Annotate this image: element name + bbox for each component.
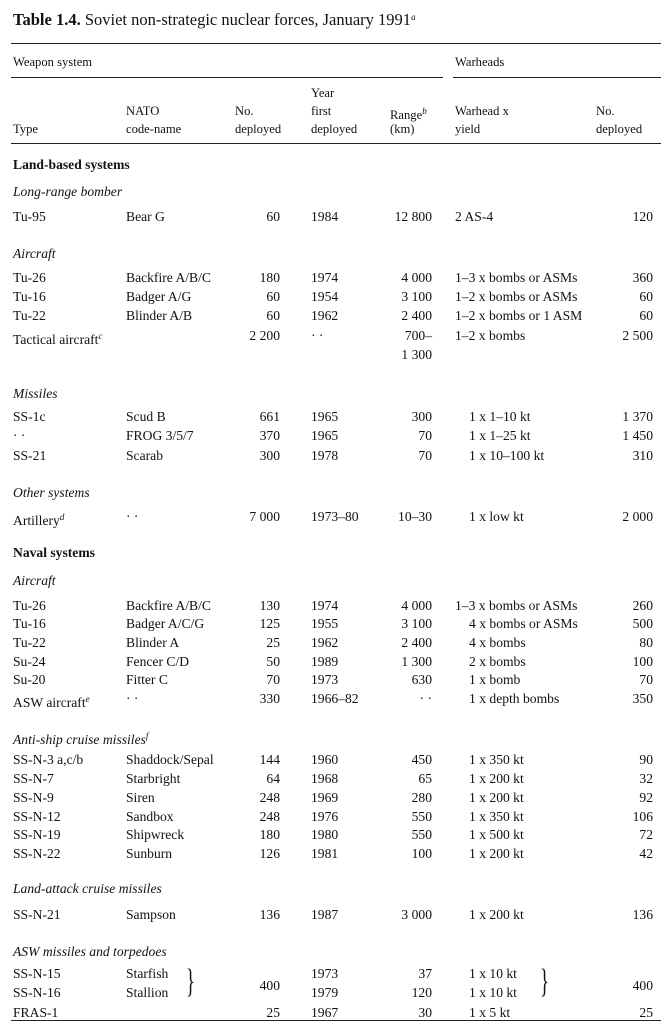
subsection-long-range-bomber: Long-range bomber [13, 184, 123, 199]
cell-type: SS-N-16 [13, 985, 61, 1000]
cell-warhead: 1–2 x bombs or 1 ASM [455, 308, 583, 323]
asw-combined-warheads: 400 [632, 978, 653, 993]
cell-type: Tactical aircraft$^c$ [13, 331, 103, 347]
cell-range: 3 100 [401, 616, 432, 631]
cell-deployed: 248 [259, 809, 280, 824]
cell-range-continued: 1 300 [401, 347, 432, 362]
cell-warhead: 4 x bombs [469, 635, 526, 650]
cell-year: 1954 [311, 289, 339, 304]
cell-range: 10–30 [398, 509, 432, 524]
cell-year: 1973 [311, 672, 339, 687]
brace-right: } [540, 963, 549, 1000]
cell-year: 1968 [311, 771, 339, 786]
cell-type: Tu-16 [13, 616, 46, 631]
cell-year: 1955 [311, 616, 339, 631]
cell-range: 120 [411, 985, 432, 1000]
cell-year: 1987 [311, 907, 339, 922]
cell-warhead: 1 x 200 kt [469, 771, 524, 786]
cell-range: 2 400 [401, 308, 432, 323]
footnote-marker: c [98, 331, 103, 341]
cell-nato-name: FROG 3/5/7 [126, 428, 194, 443]
cell-range: 3 000 [401, 907, 432, 922]
col-header-nato-1: NATO [126, 104, 160, 118]
cell-nato-name: Scud B [126, 409, 166, 424]
cell-nato-name: Sandbox [126, 809, 174, 824]
cell-year: 1979 [311, 985, 339, 1000]
cell-year: 1974 [311, 270, 339, 285]
cell-nato-name: Shaddock/Sepal [126, 752, 214, 767]
cell-type: SS-N-7 [13, 771, 54, 786]
warheads-rule [453, 77, 661, 78]
cell-year: 1965 [311, 409, 339, 424]
section-naval: Naval systems [13, 545, 95, 560]
cell-range: 4 000 [401, 270, 432, 285]
subsection-anti-ship: Anti-ship cruise missiles$^f$ [13, 731, 149, 747]
cell-year: 1969 [311, 790, 339, 805]
cell-year: 1978 [311, 448, 339, 463]
cell-type: SS-21 [13, 448, 47, 463]
cell-warheads-deployed: 60 [639, 289, 653, 304]
col-header-no-2: deployed [235, 122, 282, 136]
cell-nato-name: Bear G [126, 209, 165, 224]
cell-range: 550 [411, 809, 432, 824]
cell-warhead: 1 x 10–100 kt [469, 448, 545, 463]
cell-nato-name: Fitter C [126, 672, 168, 687]
cell-warheads-deployed: 360 [632, 270, 653, 285]
cell-year: 1974 [311, 598, 339, 613]
cell-type: ASW aircraft$^e$ [13, 694, 90, 710]
cell-warhead: 1 x 200 kt [469, 790, 524, 805]
cell-deployed: 60 [266, 308, 280, 323]
cell-deployed: 144 [259, 752, 280, 767]
cell-nato-name: Starfish [126, 966, 169, 981]
bottom-rule [11, 1020, 661, 1021]
cell-type: Su-20 [13, 672, 46, 687]
cell-range: 37 [418, 966, 432, 981]
cell-deployed: 60 [266, 209, 280, 224]
cell-year: 1984 [311, 209, 339, 224]
cell-type: · · [13, 428, 26, 443]
footnote-marker: d [59, 512, 65, 522]
cell-year: 1980 [311, 827, 339, 842]
cell-nato-name: Scarab [126, 448, 163, 463]
cell-warhead: 1 x low kt [469, 509, 524, 524]
cell-range: 300 [411, 409, 432, 424]
table-title [13, 10, 416, 30]
cell-type: SS-1c [13, 409, 46, 424]
cell-year: · · [311, 328, 324, 343]
col-header-warhead-1: Warhead x [455, 104, 509, 118]
cell-range: 550 [411, 827, 432, 842]
header-rule [11, 143, 661, 144]
cell-range: 70 [418, 448, 432, 463]
cell-warhead: 1 x 1–25 kt [469, 428, 531, 443]
cell-type: Tu-26 [13, 598, 46, 613]
cell-warheads-deployed: 136 [632, 907, 653, 922]
cell-warheads-deployed: 90 [639, 752, 653, 767]
table-number: Table 1.4. [13, 10, 81, 29]
cell-range: 700– [404, 328, 432, 343]
cell-warhead: 1 x depth bombs [469, 691, 560, 706]
cell-deployed: 130 [259, 598, 280, 613]
cell-nato-name: Fencer C/D [126, 654, 190, 669]
top-rule [11, 43, 661, 44]
col-header-range-2: (km) [390, 122, 415, 136]
cell-year: 1967 [311, 1005, 339, 1020]
cell-deployed: 180 [259, 827, 280, 842]
cell-warhead: 1–3 x bombs or ASMs [455, 598, 578, 613]
weapon-system-rule [11, 77, 443, 78]
cell-type: SS-N-22 [13, 846, 61, 861]
cell-nato-name: · · [126, 509, 139, 524]
subsection-other-systems: Other systems [13, 485, 90, 500]
cell-warhead: 1 x 1–10 kt [469, 409, 531, 424]
cell-warheads-deployed: 120 [632, 209, 653, 224]
cell-type: SS-N-15 [13, 966, 61, 981]
cell-warhead: 1 x 200 kt [469, 907, 524, 922]
cell-nato-name: · · [126, 691, 139, 706]
cell-warheads-deployed: 32 [639, 771, 653, 786]
cell-warheads-deployed: 350 [632, 691, 653, 706]
cell-warhead: 4 x bombs or ASMs [469, 616, 578, 631]
cell-warheads-deployed: 80 [639, 635, 653, 650]
cell-warhead: 1 x bomb [469, 672, 521, 687]
section-land-based: Land-based systems [13, 157, 130, 172]
cell-range: 630 [411, 672, 432, 687]
cell-warheads-deployed: 106 [632, 809, 653, 824]
cell-type: Tu-95 [13, 209, 46, 224]
cell-nato-name: Shipwreck [126, 827, 185, 842]
cell-warhead: 1 x 10 kt [469, 966, 517, 981]
cell-range: 3 100 [401, 289, 432, 304]
cell-nato-name: Backfire A/B/C [126, 270, 211, 285]
cell-warhead: 1–2 x bombs [455, 328, 526, 343]
cell-warhead: 1 x 350 kt [469, 809, 524, 824]
cell-warhead: 1 x 5 kt [469, 1005, 511, 1020]
cell-type: Tu-16 [13, 289, 46, 304]
title-footnote-marker: a [411, 12, 416, 22]
cell-deployed: 370 [259, 428, 280, 443]
cell-year: 1962 [311, 635, 339, 650]
cell-year: 1966–82 [311, 691, 359, 706]
cell-warheads-deployed: 1 450 [622, 428, 653, 443]
cell-warheads-deployed: 25 [639, 1005, 653, 1020]
cell-nato-name: Badger A/C/G [126, 616, 205, 631]
cell-type: Su-24 [13, 654, 46, 669]
col-header-year-2: first [311, 104, 332, 118]
col-header-year-3: deployed [311, 122, 358, 136]
cell-range: 2 400 [401, 635, 432, 650]
cell-warhead: 1–2 x bombs or ASMs [455, 289, 578, 304]
cell-type: SS-N-21 [13, 907, 61, 922]
cell-deployed: 300 [259, 448, 280, 463]
cell-warheads-deployed: 60 [639, 308, 653, 323]
cell-type: Tu-26 [13, 270, 46, 285]
cell-range: 1 300 [401, 654, 432, 669]
cell-range: 65 [418, 771, 432, 786]
cell-warheads-deployed: 100 [632, 654, 653, 669]
cell-deployed: 136 [259, 907, 280, 922]
cell-deployed: 60 [266, 289, 280, 304]
cell-deployed: 330 [259, 691, 280, 706]
cell-nato-name: Sampson [126, 907, 176, 922]
col-header-type: Type [13, 122, 38, 136]
col-header-no-1: No. [235, 104, 254, 118]
cell-year: 1965 [311, 428, 339, 443]
col-header-nato-2: code-name [126, 122, 182, 136]
cell-year: 1973 [311, 966, 339, 981]
cell-nato-name: Sunburn [126, 846, 173, 861]
subsection-asw: ASW missiles and torpedoes [13, 944, 167, 959]
cell-deployed: 25 [266, 1005, 280, 1020]
cell-deployed: 7 000 [249, 509, 280, 524]
cell-deployed: 2 200 [249, 328, 280, 343]
cell-deployed: 248 [259, 790, 280, 805]
cell-warhead: 1–3 x bombs or ASMs [455, 270, 578, 285]
cell-nato-name: Blinder A/B [126, 308, 193, 323]
cell-warheads-deployed: 260 [632, 598, 653, 613]
cell-warheads-deployed: 310 [632, 448, 653, 463]
cell-nato-name: Badger A/G [126, 289, 192, 304]
col-header-year-1: Year [311, 86, 335, 100]
cell-deployed: 126 [259, 846, 280, 861]
brace-left: } [186, 963, 195, 1000]
cell-warhead: 2 AS-4 [455, 209, 494, 224]
cell-warhead: 1 x 200 kt [469, 846, 524, 861]
cell-type: SS-N-12 [13, 809, 61, 824]
col-header-range-1: Range$^b$ [390, 106, 427, 122]
subsection-land-attack: Land-attack cruise missiles [13, 881, 162, 896]
cell-type: SS-N-9 [13, 790, 54, 805]
cell-range: 280 [411, 790, 432, 805]
cell-deployed: 180 [259, 270, 280, 285]
cell-nato-name: Blinder A [126, 635, 180, 650]
cell-year: 1989 [311, 654, 339, 669]
cell-nato-name: Siren [126, 790, 155, 805]
cell-nato-name: Starbright [126, 771, 181, 786]
cell-type: Artillery$^d$ [13, 512, 65, 528]
cell-warheads-deployed: 42 [639, 846, 653, 861]
cell-range: 4 000 [401, 598, 432, 613]
cell-deployed: 50 [266, 654, 280, 669]
group-header-weapon-system: Weapon system [13, 55, 93, 69]
cell-warhead: 1 x 10 kt [469, 985, 517, 1000]
cell-type: SS-N-3 a,c/b [13, 752, 84, 767]
cell-warheads-deployed: 1 370 [622, 409, 653, 424]
cell-year: 1973–80 [311, 509, 359, 524]
cell-year: 1976 [311, 809, 339, 824]
cell-deployed: 661 [259, 409, 280, 424]
cell-type: Tu-22 [13, 308, 46, 323]
cell-nato-name: Stallion [126, 985, 169, 1000]
subsection-aircraft-naval: Aircraft [13, 573, 56, 588]
col-header-deployed-2: deployed [596, 122, 643, 136]
cell-deployed: 70 [266, 672, 280, 687]
cell-warhead: 1 x 350 kt [469, 752, 524, 767]
cell-type: FRAS-1 [13, 1005, 59, 1020]
cell-range: · · [419, 691, 432, 706]
subsection-missiles: Missiles [13, 386, 58, 401]
cell-range: 450 [411, 752, 432, 767]
cell-year: 1960 [311, 752, 339, 767]
cell-deployed: 64 [266, 771, 280, 786]
cell-range: 30 [418, 1005, 432, 1020]
cell-warheads-deployed: 2 000 [622, 509, 653, 524]
asw-combined-deployed: 400 [259, 978, 280, 993]
cell-warhead: 1 x 500 kt [469, 827, 524, 842]
subsection-aircraft-land: Aircraft [13, 246, 56, 261]
cell-warheads-deployed: 2 500 [622, 328, 653, 343]
cell-range: 100 [411, 846, 432, 861]
table-caption: Soviet non-strategic nuclear forces, January 1991 [84, 10, 412, 29]
cell-warheads-deployed: 92 [639, 790, 653, 805]
cell-deployed: 125 [259, 616, 280, 631]
cell-nato-name: Backfire A/B/C [126, 598, 211, 613]
cell-type: Tu-22 [13, 635, 46, 650]
col-header-deployed-1: No. [596, 104, 615, 118]
cell-warhead: 2 x bombs [469, 654, 526, 669]
cell-year: 1962 [311, 308, 339, 323]
cell-range: 70 [418, 428, 432, 443]
group-header-warheads: Warheads [455, 55, 505, 69]
col-header-warhead-2: yield [455, 122, 481, 136]
cell-warheads-deployed: 72 [639, 827, 653, 842]
cell-warheads-deployed: 500 [632, 616, 653, 631]
cell-range: 12 800 [394, 209, 432, 224]
cell-warheads-deployed: 70 [639, 672, 653, 687]
footnote-marker: e [85, 694, 90, 704]
cell-type: SS-N-19 [13, 827, 61, 842]
cell-deployed: 25 [266, 635, 280, 650]
cell-year: 1981 [311, 846, 339, 861]
